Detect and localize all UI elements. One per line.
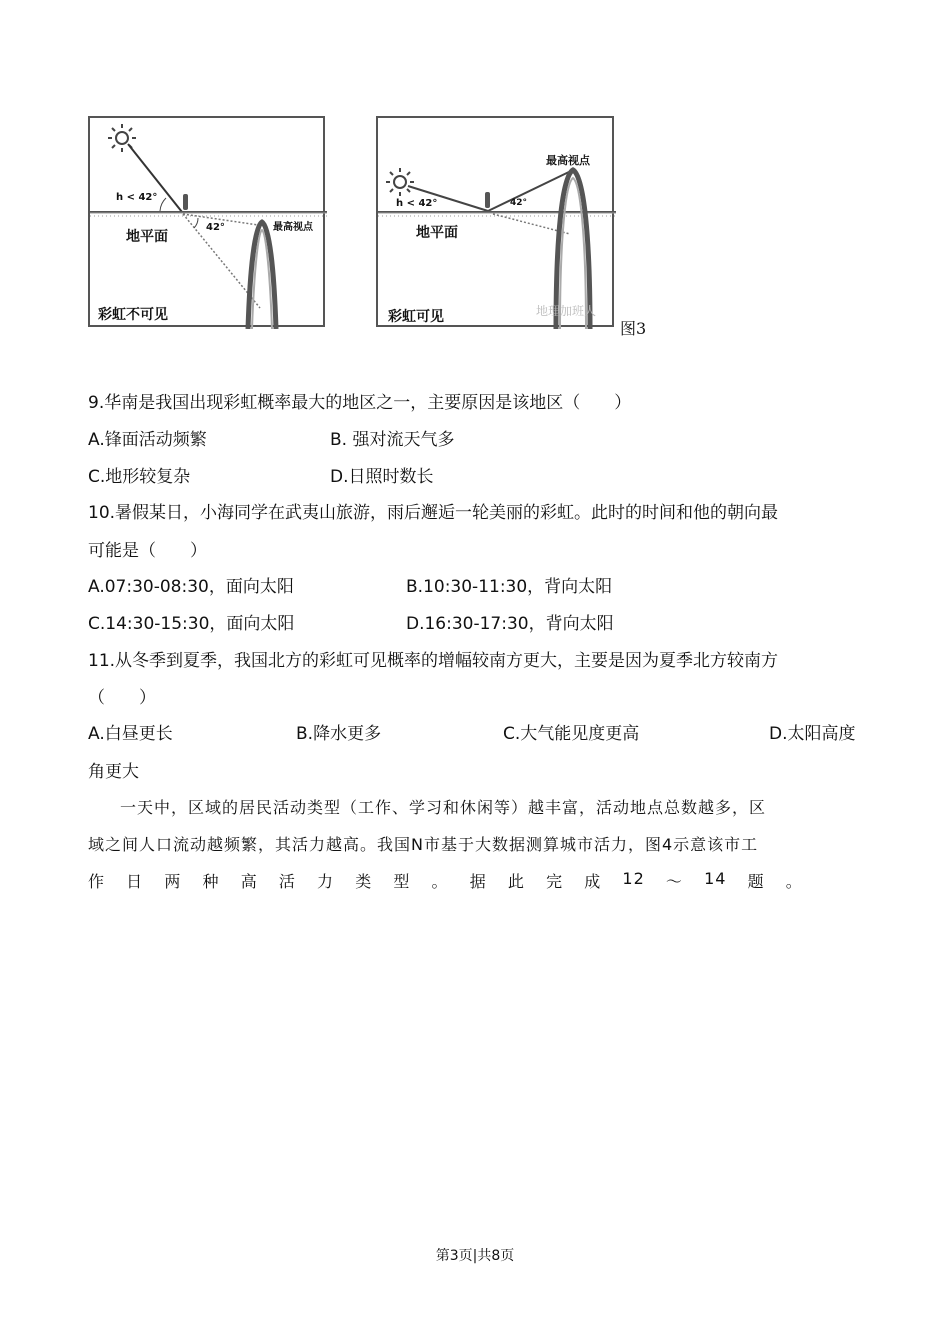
passage-char: 据 [469,872,487,891]
passage-char: 12 [622,869,645,888]
peak-label: 最高视点 [546,154,590,167]
passage-char: 此 [507,872,525,891]
passage-char: 高 [240,872,258,891]
rainbow-angle-label: 42° [510,198,528,208]
passage-char: 14 [704,869,727,888]
passage-char: 题 [747,872,765,891]
figure-panel-rainbow-invisible [88,116,325,327]
figure-panel-rainbow-visible [376,116,614,327]
passage-line-1: 一天中，区域的居民活动类型（工作、学习和休闲等）越丰富，活动地点总数越多，区 [120,798,767,817]
figure-caption: 图3 [620,319,647,338]
passage-char: 日 [126,872,144,891]
passage-char: 。 [431,872,449,891]
passage-char: 完 [546,872,564,891]
watermark-text: 地理加班人 [536,304,597,318]
passage-char: 成 [584,872,602,891]
question-11-stem-line1: 11.从冬季到夏季，我国北方的彩虹可见概率的增幅较南方更大，主要是因为夏季北方较南方 [88,651,779,671]
question-11-stem-line2: （ ） [88,688,156,708]
question-11-option-d-continued: 角更大 [88,762,139,782]
passage-char: 型 [393,872,411,891]
passage-char: 力 [317,872,335,891]
question-9-option-c: C.地形较复杂 [88,467,191,487]
question-10-stem-line2: 可能是（ ） [88,541,207,561]
question-9-option-a: A.锋面活动频繁 [88,430,207,450]
passage-char: 。 [785,872,803,891]
question-11-option-b: B.降水更多 [296,724,382,744]
passage-line-3 [88,869,803,892]
question-11-option-a: A.白昼更长 [88,724,173,744]
rainbow-visible-diagram [378,118,616,329]
sun-angle-label: h < 42° [116,192,158,203]
passage-char: ～ [665,872,683,891]
question-10-option-d: D.16:30-17:30，背向太阳 [406,614,614,634]
passage-char: 种 [202,872,220,891]
sun-angle-label: h < 42° [396,198,438,209]
question-10-option-a: A.07:30-08:30，面向太阳 [88,577,294,597]
panel-title: 彩虹不可见 [98,307,168,323]
passage-char: 类 [355,872,373,891]
rainbow-angle-label: 42° [206,222,225,233]
peak-label: 最高视点 [273,222,313,233]
passage-line-2: 域之间人口流动越频繁，其活力越高。我国N市基于大数据测算城市活力，图4示意该市工 [88,835,759,854]
sun-icon [386,168,414,196]
question-10-option-b: B.10:30-11:30，背向太阳 [406,577,613,597]
question-9-stem: 9.华南是我国出现彩虹概率最大的地区之一，主要原因是该地区（ ） [88,393,632,413]
question-11-option-d: D.太阳高度 [769,724,856,744]
ground-label: 地平面 [126,229,168,245]
passage-char: 活 [278,872,296,891]
page-footer: 第3页|共8页 [435,1248,515,1264]
question-9-option-d: D.日照时数长 [330,467,434,487]
question-11-option-c: C.大气能见度更高 [503,724,640,744]
question-10-option-c: C.14:30-15:30，面向太阳 [88,614,295,634]
ground-label: 地平面 [416,225,458,241]
question-10-stem-line1: 10.暑假某日，小海同学在武夷山旅游，雨后邂逅一轮美丽的彩虹。此时的时间和他的朝向最 [88,503,779,523]
passage-char: 作 [88,872,106,891]
panel-title: 彩虹可见 [388,309,444,325]
question-9-option-b: B. 强对流天气多 [330,430,455,450]
passage-char: 两 [164,872,182,891]
